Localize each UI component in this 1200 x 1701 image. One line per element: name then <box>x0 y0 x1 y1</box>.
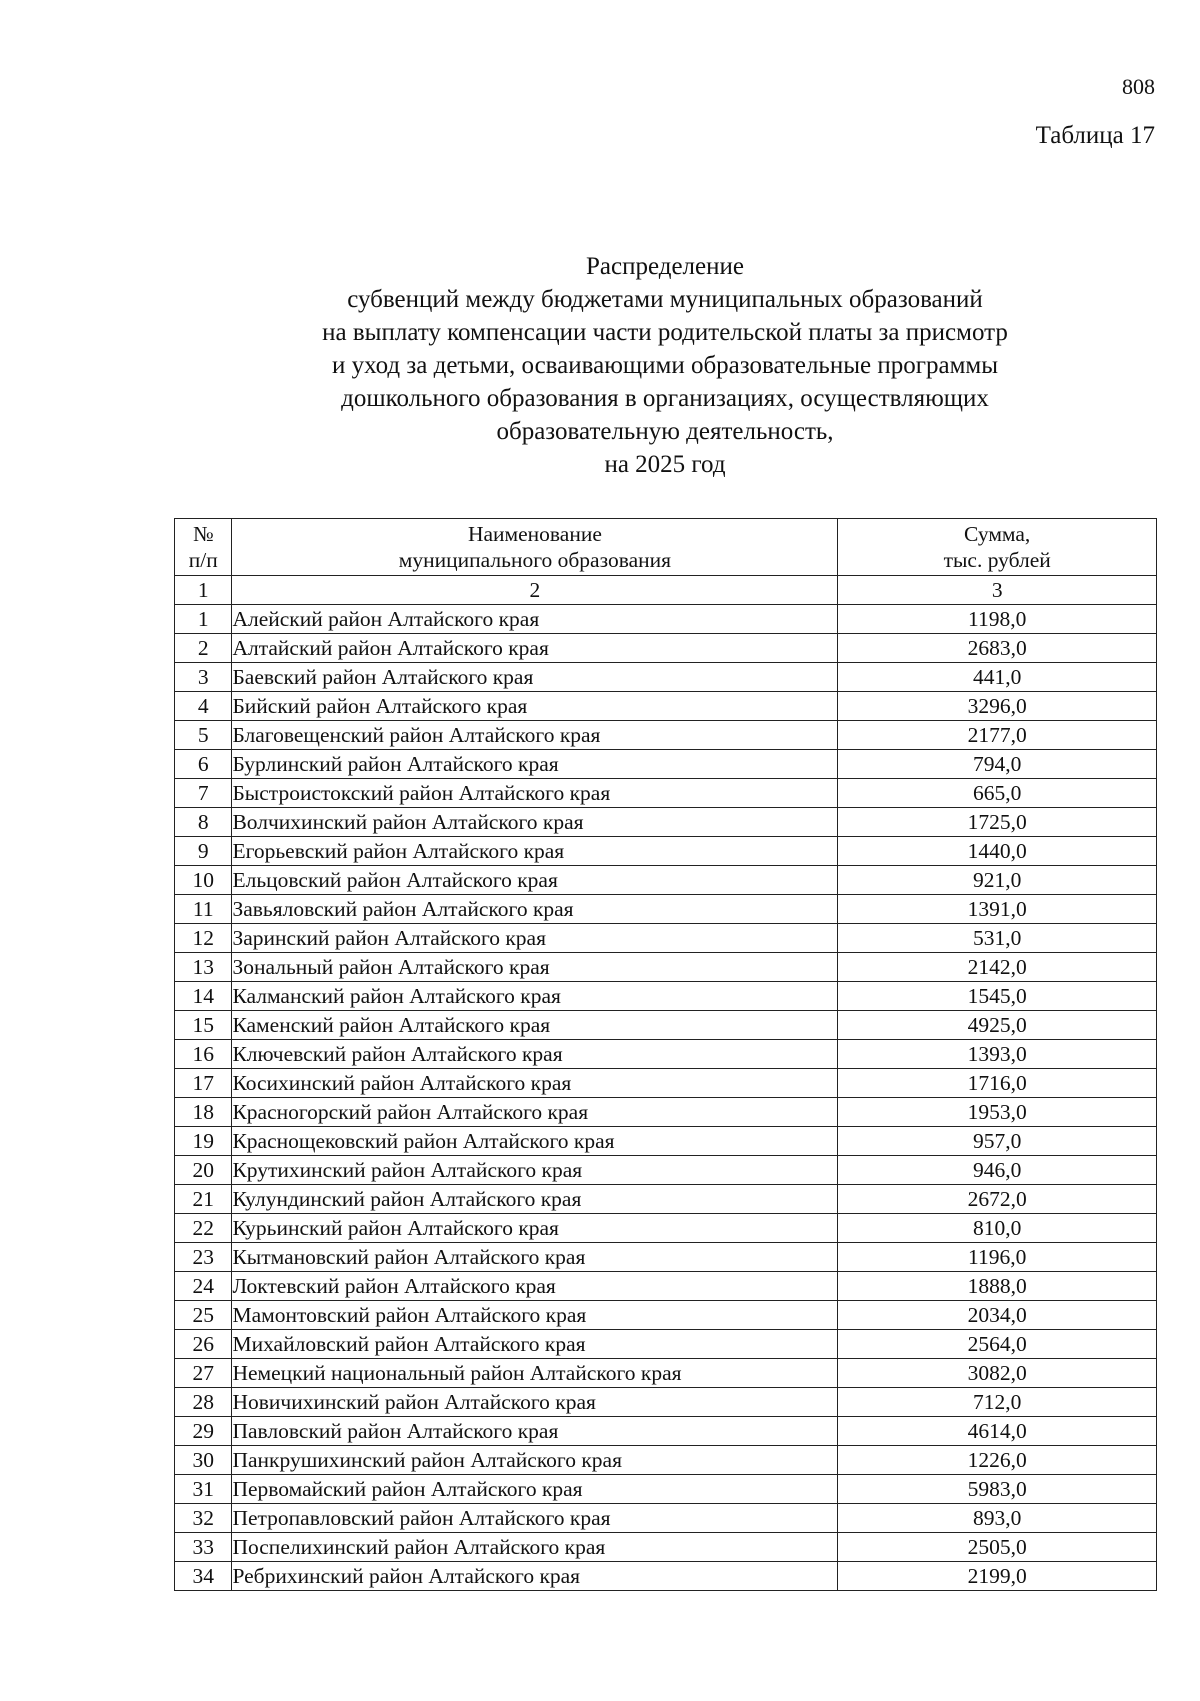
row-number: 13 <box>175 953 232 982</box>
row-number: 3 <box>175 663 232 692</box>
row-number: 6 <box>175 750 232 779</box>
table-row <box>175 1475 1157 1504</box>
subvention-amount: 531,0 <box>838 924 1157 953</box>
table-row <box>175 953 1157 982</box>
subvention-amount: 1226,0 <box>838 1446 1157 1475</box>
municipality-name: Калманский район Алтайского края <box>232 982 838 1011</box>
header-name-line2: муниципального образования <box>398 548 672 572</box>
municipality-name: Новичихинский район Алтайского края <box>232 1388 838 1417</box>
municipality-name: Панкрушихинский район Алтайского края <box>232 1446 838 1475</box>
table-row <box>175 895 1157 924</box>
subvention-amount: 4925,0 <box>838 1011 1157 1040</box>
row-number: 27 <box>175 1359 232 1388</box>
row-number: 34 <box>175 1562 232 1591</box>
subvention-amount: 665,0 <box>838 779 1157 808</box>
row-number: 5 <box>175 721 232 750</box>
municipality-name: Ключевский район Алтайского края <box>232 1040 838 1069</box>
table-row <box>175 837 1157 866</box>
table-row <box>175 1417 1157 1446</box>
table-row <box>175 605 1157 634</box>
table-row <box>175 663 1157 692</box>
subvention-amount: 1888,0 <box>838 1272 1157 1301</box>
row-number: 8 <box>175 808 232 837</box>
municipality-name: Баевский район Алтайского края <box>232 663 838 692</box>
title-line: на выплату компенсации части родительской платы за присмотр <box>322 319 1008 346</box>
subvention-amount: 1440,0 <box>838 837 1157 866</box>
table-row <box>175 866 1157 895</box>
subvention-amount: 2505,0 <box>838 1533 1157 1562</box>
subvention-amount: 1545,0 <box>838 982 1157 1011</box>
table-row <box>175 750 1157 779</box>
subvention-amount: 893,0 <box>838 1504 1157 1533</box>
municipality-name: Кулундинский район Алтайского края <box>232 1185 838 1214</box>
row-number: 7 <box>175 779 232 808</box>
municipality-name: Немецкий национальный район Алтайского края <box>232 1359 838 1388</box>
municipality-name: Ребрихинский район Алтайского края <box>232 1562 838 1591</box>
row-number: 32 <box>175 1504 232 1533</box>
table-header-row <box>175 519 1157 576</box>
municipality-name: Заринский район Алтайского края <box>232 924 838 953</box>
header-number-line2: п/п <box>188 548 218 572</box>
page-number: 808 <box>1122 74 1155 99</box>
table-row <box>175 779 1157 808</box>
municipality-name: Ельцовский район Алтайского края <box>232 866 838 895</box>
row-number: 14 <box>175 982 232 1011</box>
table-row <box>175 1069 1157 1098</box>
row-number: 24 <box>175 1272 232 1301</box>
municipality-name: Кытмановский район Алтайского края <box>232 1243 838 1272</box>
subvention-amount: 794,0 <box>838 750 1157 779</box>
table-row <box>175 808 1157 837</box>
row-number: 19 <box>175 1127 232 1156</box>
municipality-name: Краснощековский район Алтайского края <box>232 1127 838 1156</box>
subvention-amount: 4614,0 <box>838 1417 1157 1446</box>
subvention-amount: 5983,0 <box>838 1475 1157 1504</box>
municipality-name: Крутихинский район Алтайского края <box>232 1156 838 1185</box>
table-row <box>175 1388 1157 1417</box>
subvention-amount: 3082,0 <box>838 1359 1157 1388</box>
table-row <box>175 1156 1157 1185</box>
title-line: на 2025 год <box>604 451 726 478</box>
subvention-amount: 2199,0 <box>838 1562 1157 1591</box>
municipality-name: Михайловский район Алтайского края <box>232 1330 838 1359</box>
subvention-amount: 441,0 <box>838 663 1157 692</box>
subvention-amount: 2142,0 <box>838 953 1157 982</box>
row-number: 12 <box>175 924 232 953</box>
subvention-amount: 946,0 <box>838 1156 1157 1185</box>
table-row <box>175 1214 1157 1243</box>
table-row <box>175 721 1157 750</box>
municipality-name: Бийский район Алтайского края <box>232 692 838 721</box>
row-number: 11 <box>175 895 232 924</box>
municipality-name: Красногорский район Алтайского края <box>232 1098 838 1127</box>
municipality-name: Зональный район Алтайского края <box>232 953 838 982</box>
municipality-name: Благовещенский район Алтайского края <box>232 721 838 750</box>
municipality-name: Косихинский район Алтайского края <box>232 1069 838 1098</box>
table-row <box>175 634 1157 663</box>
header-name <box>232 519 838 576</box>
table-row <box>175 1011 1157 1040</box>
subvention-amount: 957,0 <box>838 1127 1157 1156</box>
table-row <box>175 692 1157 721</box>
header-number-line1: № <box>192 522 214 546</box>
subvention-amount: 1196,0 <box>838 1243 1157 1272</box>
municipality-name: Егорьевский район Алтайского края <box>232 837 838 866</box>
header-sum-line1: Сумма, <box>964 522 1031 546</box>
table-row <box>175 1504 1157 1533</box>
table-row <box>175 982 1157 1011</box>
subvention-table <box>174 518 1157 1591</box>
table-row <box>175 1040 1157 1069</box>
row-number: 4 <box>175 692 232 721</box>
column-number: 3 <box>838 576 1157 605</box>
subvention-amount: 2672,0 <box>838 1185 1157 1214</box>
subvention-amount: 1716,0 <box>838 1069 1157 1098</box>
municipality-name: Локтевский район Алтайского края <box>232 1272 838 1301</box>
subvention-amount: 1198,0 <box>838 605 1157 634</box>
subvention-amount: 712,0 <box>838 1388 1157 1417</box>
table-row <box>175 1359 1157 1388</box>
row-number: 15 <box>175 1011 232 1040</box>
row-number: 22 <box>175 1214 232 1243</box>
row-number: 21 <box>175 1185 232 1214</box>
row-number: 10 <box>175 866 232 895</box>
title-line: дошкольного образования в организациях, осуществляющих <box>341 385 989 412</box>
municipality-name: Мамонтовский район Алтайского края <box>232 1301 838 1330</box>
header-name-line1: Наименование <box>467 522 602 546</box>
header-number <box>175 519 232 576</box>
column-number-row <box>175 576 1157 605</box>
row-number: 2 <box>175 634 232 663</box>
municipality-name: Первомайский район Алтайского края <box>232 1475 838 1504</box>
table-row <box>175 1098 1157 1127</box>
row-number: 31 <box>175 1475 232 1504</box>
municipality-name: Петропавловский район Алтайского края <box>232 1504 838 1533</box>
table-row <box>175 1185 1157 1214</box>
table-row <box>175 1243 1157 1272</box>
table-body <box>175 605 1157 1591</box>
subvention-amount: 3296,0 <box>838 692 1157 721</box>
subvention-amount: 2034,0 <box>838 1301 1157 1330</box>
title-line: Распределение <box>586 253 744 280</box>
municipality-name: Курьинский район Алтайского края <box>232 1214 838 1243</box>
subvention-amount: 1393,0 <box>838 1040 1157 1069</box>
subvention-amount: 2564,0 <box>838 1330 1157 1359</box>
row-number: 33 <box>175 1533 232 1562</box>
municipality-name: Каменский район Алтайского края <box>232 1011 838 1040</box>
subvention-amount: 2683,0 <box>838 634 1157 663</box>
subvention-amount: 1953,0 <box>838 1098 1157 1127</box>
table-row <box>175 1301 1157 1330</box>
subvention-amount: 1725,0 <box>838 808 1157 837</box>
row-number: 29 <box>175 1417 232 1446</box>
municipality-name: Алейский район Алтайского края <box>232 605 838 634</box>
table-row <box>175 1272 1157 1301</box>
row-number: 18 <box>175 1098 232 1127</box>
row-number: 9 <box>175 837 232 866</box>
title-line: образовательную деятельность, <box>496 418 834 445</box>
municipality-name: Алтайский район Алтайского края <box>232 634 838 663</box>
row-number: 23 <box>175 1243 232 1272</box>
municipality-name: Быстроистокский район Алтайского края <box>232 779 838 808</box>
table-row <box>175 1127 1157 1156</box>
table-row <box>175 1533 1157 1562</box>
row-number: 30 <box>175 1446 232 1475</box>
row-number: 16 <box>175 1040 232 1069</box>
row-number: 1 <box>175 605 232 634</box>
municipality-name: Бурлинский район Алтайского края <box>232 750 838 779</box>
table-row <box>175 1330 1157 1359</box>
table-row <box>175 924 1157 953</box>
subvention-amount: 810,0 <box>838 1214 1157 1243</box>
row-number: 20 <box>175 1156 232 1185</box>
table-row <box>175 1446 1157 1475</box>
column-number: 2 <box>232 576 838 605</box>
table-row <box>175 1562 1157 1591</box>
row-number: 25 <box>175 1301 232 1330</box>
row-number: 17 <box>175 1069 232 1098</box>
subvention-amount: 921,0 <box>838 866 1157 895</box>
document-title <box>0 250 1200 481</box>
row-number: 28 <box>175 1388 232 1417</box>
title-line: субвенций между бюджетами муниципальных образований <box>347 286 983 313</box>
header-sum <box>838 519 1157 576</box>
municipality-name: Павловский район Алтайского края <box>232 1417 838 1446</box>
subvention-amount: 2177,0 <box>838 721 1157 750</box>
municipality-name: Поспелихинский район Алтайского края <box>232 1533 838 1562</box>
row-number: 26 <box>175 1330 232 1359</box>
table-label: Таблица 17 <box>1035 122 1155 149</box>
subvention-amount: 1391,0 <box>838 895 1157 924</box>
municipality-name: Волчихинский район Алтайского края <box>232 808 838 837</box>
municipality-name: Завьяловский район Алтайского края <box>232 895 838 924</box>
header-sum-line2: тыс. рублей <box>943 548 1051 572</box>
title-line: и уход за детьми, осваивающими образовательные программы <box>331 352 999 379</box>
column-number: 1 <box>175 576 232 605</box>
